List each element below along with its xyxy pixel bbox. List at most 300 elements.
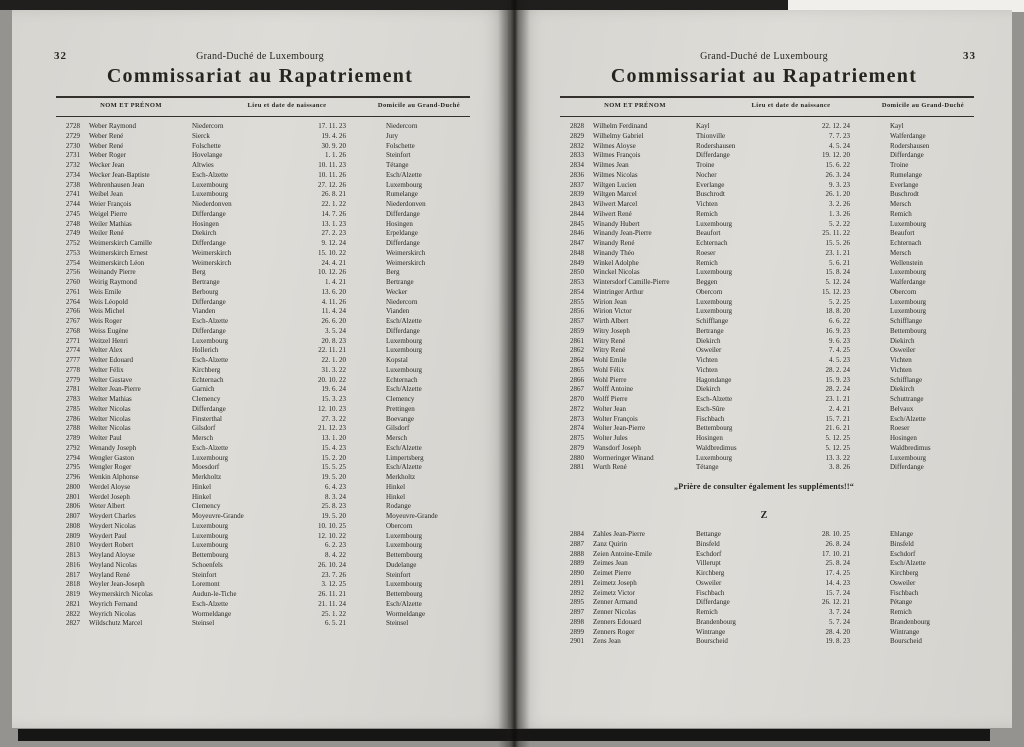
table-row — [56, 571, 470, 581]
row-birthdate: 3. 7. 24 — [829, 608, 850, 616]
row-birthdate: 28. 2. 24 — [825, 365, 850, 374]
row-name: Wohl Emile — [593, 356, 627, 364]
row-birthplace: Osweiler — [696, 578, 722, 587]
row-birthdate: 15. 5. 26 — [825, 239, 850, 247]
row-birthdate: 15. 10. 22 — [318, 248, 346, 257]
table-row — [560, 288, 974, 298]
row-name: Weyrich Nicolas — [89, 609, 136, 618]
row-birthdate: 15. 9. 23 — [825, 375, 850, 384]
table-row — [560, 161, 974, 171]
row-birthdate: 2. 4. 21 — [829, 404, 850, 413]
column-header-domicile: Domicile au Grand-Duché — [377, 102, 461, 109]
table-row — [560, 628, 974, 638]
row-number: 2859 — [570, 326, 584, 335]
table-row — [560, 608, 974, 618]
table-row — [560, 346, 974, 356]
row-number: 2867 — [570, 385, 584, 394]
row-domicile: Luxembourg — [890, 297, 927, 306]
row-name: Wormeringer Winand — [593, 453, 654, 462]
row-domicile: Mersch — [386, 434, 407, 442]
left-page — [12, 10, 508, 728]
table-row — [560, 171, 974, 181]
row-domicile: Dudelange — [386, 560, 417, 569]
column-header-birth: Lieu et date de naissance — [247, 102, 327, 109]
table-row — [56, 561, 470, 571]
row-domicile: Folschette — [386, 141, 415, 150]
row-birthdate: 25. 11. 22 — [822, 229, 850, 238]
table-row — [56, 327, 470, 337]
row-domicile: Jury — [386, 131, 399, 140]
row-number: 2884 — [570, 530, 584, 538]
row-domicile: Luxembourg — [890, 307, 927, 316]
row-domicile: Wintrange — [890, 627, 920, 636]
row-birthplace: Mersch — [192, 434, 213, 442]
table-row — [56, 307, 470, 317]
row-name: Wilhelm Ferdinand — [593, 122, 648, 130]
row-birthdate: 4. 11. 26 — [321, 297, 346, 306]
row-birthplace: Roeser — [696, 248, 716, 257]
row-birthplace: Hinkel — [192, 492, 212, 501]
row-birthplace: Diekirch — [192, 229, 217, 238]
table-row — [560, 415, 974, 425]
row-birthdate: 26. 3. 24 — [825, 170, 850, 179]
row-birthplace: Diekirch — [696, 336, 721, 345]
row-birthplace: Osweiler — [696, 346, 722, 355]
row-name: Wildschutz Marcel — [89, 619, 143, 628]
row-name: Wintringer Arthur — [593, 287, 644, 296]
row-birthdate: 21. 6. 21 — [825, 424, 850, 433]
row-birthdate: 8. 3. 24 — [325, 492, 346, 501]
row-number: 2834 — [570, 161, 584, 169]
row-domicile: Wellenstein — [890, 258, 923, 267]
table-row — [56, 190, 470, 200]
table-row — [56, 610, 470, 620]
row-domicile: Brandenbourg — [890, 617, 930, 626]
row-birthplace: Rodershausen — [696, 141, 736, 150]
row-birthplace: Garnich — [192, 385, 215, 394]
row-number: 2891 — [570, 578, 584, 587]
row-number: 2794 — [66, 453, 80, 462]
row-domicile: Echternach — [386, 375, 418, 384]
table-row — [560, 454, 974, 464]
row-number: 2827 — [66, 619, 80, 628]
row-birthplace: Brandenbourg — [696, 617, 736, 626]
row-birthdate: 17. 4. 25 — [825, 569, 850, 577]
scan-edge-top — [0, 0, 788, 10]
table-row — [56, 171, 470, 181]
row-domicile: Luxembourg — [386, 180, 423, 189]
row-name: Weis Michel — [89, 307, 125, 316]
row-birthplace: Echternach — [192, 375, 224, 384]
row-birthdate: 19. 4. 26 — [321, 131, 346, 140]
row-name: Weber Roger — [89, 151, 126, 160]
table-row — [560, 356, 974, 366]
row-number: 2844 — [570, 209, 584, 218]
row-name: Wolff Antoine — [593, 385, 633, 394]
row-domicile: Esch/Alzette — [386, 170, 422, 179]
row-domicile: Steinfort — [386, 151, 411, 160]
row-name: Zenners Edouard — [593, 617, 642, 626]
row-birthdate: 19. 8. 23 — [825, 637, 850, 646]
row-name: Welter Paul — [89, 434, 122, 442]
row-birthdate: 26. 12. 21 — [822, 598, 850, 607]
row-domicile: Luxembourg — [386, 541, 423, 550]
table-row — [56, 210, 470, 220]
row-domicile: Erpeldange — [386, 229, 418, 238]
row-birthdate: 16. 9. 23 — [825, 326, 850, 335]
row-birthplace: Differdange — [696, 598, 730, 607]
row-number: 2761 — [66, 287, 80, 296]
table-row — [56, 376, 470, 386]
row-name: Weyrich Fernand — [89, 599, 138, 608]
row-birthdate: 20. 10. 22 — [318, 375, 346, 384]
row-number: 2872 — [570, 404, 584, 413]
row-number: 2899 — [570, 627, 584, 636]
table-row — [56, 366, 470, 376]
table-row — [56, 483, 470, 493]
row-name: Winandy Jean-Pierre — [593, 229, 652, 238]
row-name: Welter Nicolas — [89, 404, 131, 413]
row-birthdate: 13. 6. 20 — [321, 287, 346, 296]
row-birthdate: 10. 12. 26 — [318, 268, 346, 277]
row-domicile: Kirchberg — [890, 569, 919, 577]
row-birthplace: Differdange — [192, 239, 226, 247]
row-domicile: Diekirch — [890, 385, 915, 394]
table-row — [56, 278, 470, 288]
row-domicile: Obercorn — [386, 521, 413, 530]
row-name: Wengler Gaston — [89, 453, 135, 462]
row-name: Welter Alex — [89, 346, 123, 355]
row-number: 2901 — [570, 637, 584, 646]
table-row — [56, 220, 470, 230]
row-name: Wansdorf Joseph — [593, 443, 641, 452]
row-name: Weitzel Henri — [89, 336, 128, 345]
row-name: Zenners Roger — [593, 627, 635, 636]
row-birthplace: Esch-Alzette — [192, 599, 229, 608]
row-birthplace: Obercorn — [696, 287, 723, 296]
row-birthplace: Fischbach — [696, 414, 725, 423]
row-birthplace: Altwies — [192, 161, 214, 169]
row-name: Winckel Nicolas — [593, 268, 640, 277]
row-birthdate: 15. 7. 21 — [825, 414, 850, 423]
page-header-right: Grand-Duché de Luxembourg — [700, 51, 828, 62]
row-birthplace: Clemency — [192, 395, 221, 403]
row-birthdate: 7. 7. 23 — [829, 131, 850, 140]
row-birthdate: 12. 10. 22 — [318, 531, 346, 540]
row-birthplace: Niedercorn — [192, 122, 224, 130]
table-row — [56, 493, 470, 503]
row-domicile: Fischbach — [890, 588, 919, 597]
row-name: Weydert Nicolas — [89, 521, 136, 530]
row-birthplace: Diekirch — [696, 385, 721, 394]
row-birthdate: 25. 1. 22 — [321, 609, 346, 618]
row-name: Zahles Jean-Pierre — [593, 530, 645, 538]
row-domicile: Waldbredimus — [890, 443, 931, 452]
row-birthplace: Finsterthal — [192, 414, 222, 423]
row-domicile: Gilsdorf — [386, 424, 410, 433]
row-number: 2837 — [570, 180, 584, 189]
table-row — [560, 540, 974, 550]
row-birthplace: Beggen — [696, 278, 718, 286]
row-domicile: Moyeuvre-Grande — [386, 512, 438, 520]
row-number: 2879 — [570, 443, 584, 452]
row-birthplace: Vichten — [696, 200, 718, 208]
row-name: Weimerskirch Léon — [89, 258, 145, 267]
table-row — [560, 220, 974, 230]
row-domicile: Esch/Alzette — [386, 385, 422, 394]
row-number: 2766 — [66, 307, 80, 316]
row-domicile: Osweiler — [890, 578, 916, 587]
row-birthdate: 17. 11. 23 — [318, 122, 346, 130]
row-domicile: Mersch — [890, 248, 911, 257]
row-name: Wilmes François — [593, 151, 641, 160]
row-number: 2866 — [570, 375, 584, 384]
table-row — [56, 463, 470, 473]
table-row — [560, 530, 974, 540]
row-birthplace: Folschette — [192, 141, 221, 150]
row-birthplace: Troine — [696, 161, 715, 169]
row-birthdate: 26. 8. 24 — [825, 539, 850, 548]
row-name: Winandy René — [593, 239, 635, 247]
row-number: 2850 — [570, 268, 584, 277]
row-birthplace: Villerupt — [696, 559, 721, 568]
row-domicile: Steinsel — [386, 619, 409, 628]
row-birthplace: Remich — [696, 608, 718, 616]
table-row — [560, 190, 974, 200]
row-number: 2774 — [66, 346, 80, 355]
row-number: 2881 — [570, 463, 584, 472]
table-row — [560, 376, 974, 386]
row-number: 2857 — [570, 317, 584, 325]
row-birthdate: 6. 2. 23 — [325, 541, 346, 550]
row-name: Wenandy Joseph — [89, 443, 137, 452]
table-row — [56, 405, 470, 415]
column-headers-right — [560, 102, 974, 109]
row-birthdate: 27. 12. 26 — [318, 180, 346, 189]
table-row — [56, 151, 470, 161]
row-name: Weigel Pierre — [89, 209, 128, 218]
row-birthdate: 27. 2. 23 — [321, 229, 346, 238]
row-birthplace: Hosingen — [696, 434, 723, 442]
row-birthdate: 21. 12. 23 — [318, 424, 346, 433]
row-number: 2832 — [570, 141, 584, 150]
row-domicile: Walferdange — [890, 278, 926, 286]
row-birthdate: 15. 4. 23 — [321, 443, 346, 452]
table-row — [56, 580, 470, 590]
row-birthdate: 20. 8. 23 — [321, 336, 346, 345]
row-name: Weter Albert — [89, 502, 125, 511]
row-name: Weyland Nicolas — [89, 560, 137, 569]
row-name: Zeimet Pierre — [593, 569, 632, 577]
row-birthdate: 21. 11. 24 — [318, 599, 346, 608]
table-row — [560, 200, 974, 210]
row-number: 2856 — [570, 307, 584, 316]
row-birthplace: Vichten — [696, 365, 718, 374]
row-name: Winkel Adolphe — [593, 258, 639, 267]
table-row — [560, 249, 974, 259]
row-name: Wilmes Aloyse — [593, 141, 636, 150]
row-number: 2897 — [570, 608, 584, 616]
row-number: 2819 — [66, 590, 80, 598]
row-birthdate: 28. 2. 24 — [825, 385, 850, 394]
row-domicile: Kayl — [890, 122, 904, 130]
row-number: 2861 — [570, 336, 584, 345]
row-birthplace: Loremont — [192, 580, 220, 589]
row-domicile: Differdange — [386, 326, 420, 335]
row-number: 2874 — [570, 424, 584, 433]
row-name: Wintersdorf Camille-Pierre — [593, 278, 670, 286]
row-birthplace: Schifflange — [696, 317, 729, 325]
row-number: 2786 — [66, 414, 80, 423]
row-domicile: Echternach — [890, 239, 922, 247]
row-name: Weymerskirch Nicolas — [89, 590, 153, 598]
row-domicile: Bettembourg — [386, 551, 423, 559]
row-birthdate: 25. 8. 23 — [321, 502, 346, 511]
table-row — [560, 151, 974, 161]
row-number: 2829 — [570, 131, 584, 140]
row-domicile: Belvaux — [890, 404, 914, 413]
table-row — [56, 346, 470, 356]
table-row — [56, 181, 470, 191]
row-birthplace: Weimerskirch — [192, 258, 232, 267]
row-birthdate: 28. 4. 20 — [825, 627, 850, 636]
table-row — [560, 210, 974, 220]
row-name: Weyland René — [89, 570, 130, 579]
row-birthdate: 5. 6. 21 — [829, 258, 850, 267]
row-birthplace: Differdange — [192, 404, 226, 413]
row-birthplace: Eschdorf — [696, 549, 722, 558]
row-birthdate: 22. 1. 20 — [321, 356, 346, 364]
table-row — [56, 200, 470, 210]
row-birthdate: 4. 5. 24 — [829, 141, 850, 150]
row-birthdate: 18. 8. 20 — [825, 307, 850, 316]
row-birthdate: 19. 6. 24 — [321, 385, 346, 394]
row-birthplace: Gilsdorf — [192, 424, 216, 433]
row-birthdate: 23. 1. 21 — [825, 248, 850, 257]
table-row — [56, 473, 470, 483]
row-name: Welter Gustave — [89, 375, 133, 384]
table-row — [560, 181, 974, 191]
row-number: 2745 — [66, 209, 80, 218]
table-row — [56, 268, 470, 278]
row-name: Wiltgen Marcel — [593, 190, 637, 199]
row-domicile: Weimerskirch — [386, 248, 426, 257]
row-birthdate: 15. 12. 23 — [822, 287, 850, 296]
row-birthdate: 25. 8. 24 — [825, 559, 850, 568]
row-name: Welter Jean-Pierre — [89, 385, 141, 394]
row-birthplace: Hollerich — [192, 346, 219, 355]
row-birthdate: 19. 5. 20 — [321, 512, 346, 520]
row-birthdate: 3. 12. 25 — [321, 580, 346, 589]
row-birthdate: 26. 1. 20 — [825, 190, 850, 199]
row-domicile: Steinfort — [386, 570, 411, 579]
row-birthplace: Hovelange — [192, 151, 223, 160]
row-domicile: Hinkel — [386, 482, 406, 491]
row-domicile: Rodershausen — [890, 141, 930, 150]
header-rule-right — [560, 116, 974, 117]
row-number: 2764 — [66, 297, 80, 306]
row-birthplace: Waldbredimus — [696, 443, 737, 452]
row-number: 2789 — [66, 434, 80, 442]
row-birthdate: 15. 5. 25 — [321, 463, 346, 472]
table-row — [560, 569, 974, 579]
row-name: Witry Joseph — [593, 326, 630, 335]
row-birthplace: Berg — [192, 268, 206, 277]
row-domicile: Remich — [890, 608, 912, 616]
row-domicile: Remich — [890, 209, 912, 218]
row-number: 2854 — [570, 287, 584, 296]
column-header-name: NOM ET PRÉNOM — [100, 102, 162, 109]
row-domicile: Osweiler — [890, 346, 916, 355]
table-row — [56, 502, 470, 512]
row-number: 2870 — [570, 395, 584, 403]
row-birthplace: Differdange — [192, 209, 226, 218]
row-number: 2864 — [570, 356, 584, 364]
table-row — [56, 288, 470, 298]
row-birthplace: Wormeldange — [192, 609, 232, 618]
row-birthdate: 22. 11. 21 — [318, 346, 346, 355]
row-domicile: Esch/Alzette — [890, 414, 926, 423]
row-birthdate: 5. 2. 22 — [829, 219, 850, 228]
table-row — [560, 405, 974, 415]
row-birthplace: Fischbach — [696, 588, 725, 597]
table-row — [560, 385, 974, 395]
row-birthdate: 5. 12. 25 — [825, 443, 850, 452]
row-number: 2889 — [570, 559, 584, 568]
supplements-note: „Prière de consulter également les suppléments!!“ — [674, 482, 854, 491]
row-domicile: Esch/Alzette — [386, 317, 422, 325]
row-birthdate: 19. 5. 20 — [321, 473, 346, 481]
row-birthdate: 3. 8. 26 — [829, 463, 850, 472]
row-birthplace: Hinkel — [192, 482, 212, 491]
row-domicile: Wormeldange — [386, 609, 426, 618]
row-name: Witry René — [593, 346, 626, 355]
row-number: 2767 — [66, 317, 80, 325]
row-birthdate: 15. 6. 22 — [825, 161, 850, 169]
row-name: Wolter Jules — [593, 434, 628, 442]
row-number: 2731 — [66, 151, 80, 160]
row-number: 2855 — [570, 297, 584, 306]
row-number: 2777 — [66, 356, 80, 364]
table-row — [56, 600, 470, 610]
row-birthplace: Esch-Alzette — [192, 443, 229, 452]
title-rule-left — [56, 96, 470, 98]
row-domicile: Vichten — [890, 365, 912, 374]
table-row — [56, 317, 470, 327]
row-birthplace: Bertrange — [192, 278, 220, 286]
row-birthdate: 11. 4. 24 — [321, 307, 346, 316]
row-number: 2792 — [66, 443, 80, 452]
registry-table-right — [560, 122, 974, 473]
row-birthplace: Kirchberg — [192, 365, 221, 374]
row-number: 2779 — [66, 375, 80, 384]
row-birthplace: Nocher — [696, 170, 717, 179]
row-birthplace: Luxembourg — [192, 336, 229, 345]
right-page — [516, 10, 1012, 728]
row-birthplace: Berbourg — [192, 287, 219, 296]
row-birthdate: 4. 5. 23 — [829, 356, 850, 364]
row-number: 2783 — [66, 395, 80, 403]
row-name: Winandy Théo — [593, 248, 635, 257]
row-number: 2728 — [66, 122, 80, 130]
table-row — [56, 122, 470, 132]
row-birthplace: Luxembourg — [192, 521, 229, 530]
row-birthplace: Esch-Sûre — [696, 404, 725, 413]
row-birthdate: 23. 7. 26 — [321, 570, 346, 579]
row-domicile: Hosingen — [386, 219, 413, 228]
row-birthplace: Steinsel — [192, 619, 215, 628]
table-row — [560, 298, 974, 308]
